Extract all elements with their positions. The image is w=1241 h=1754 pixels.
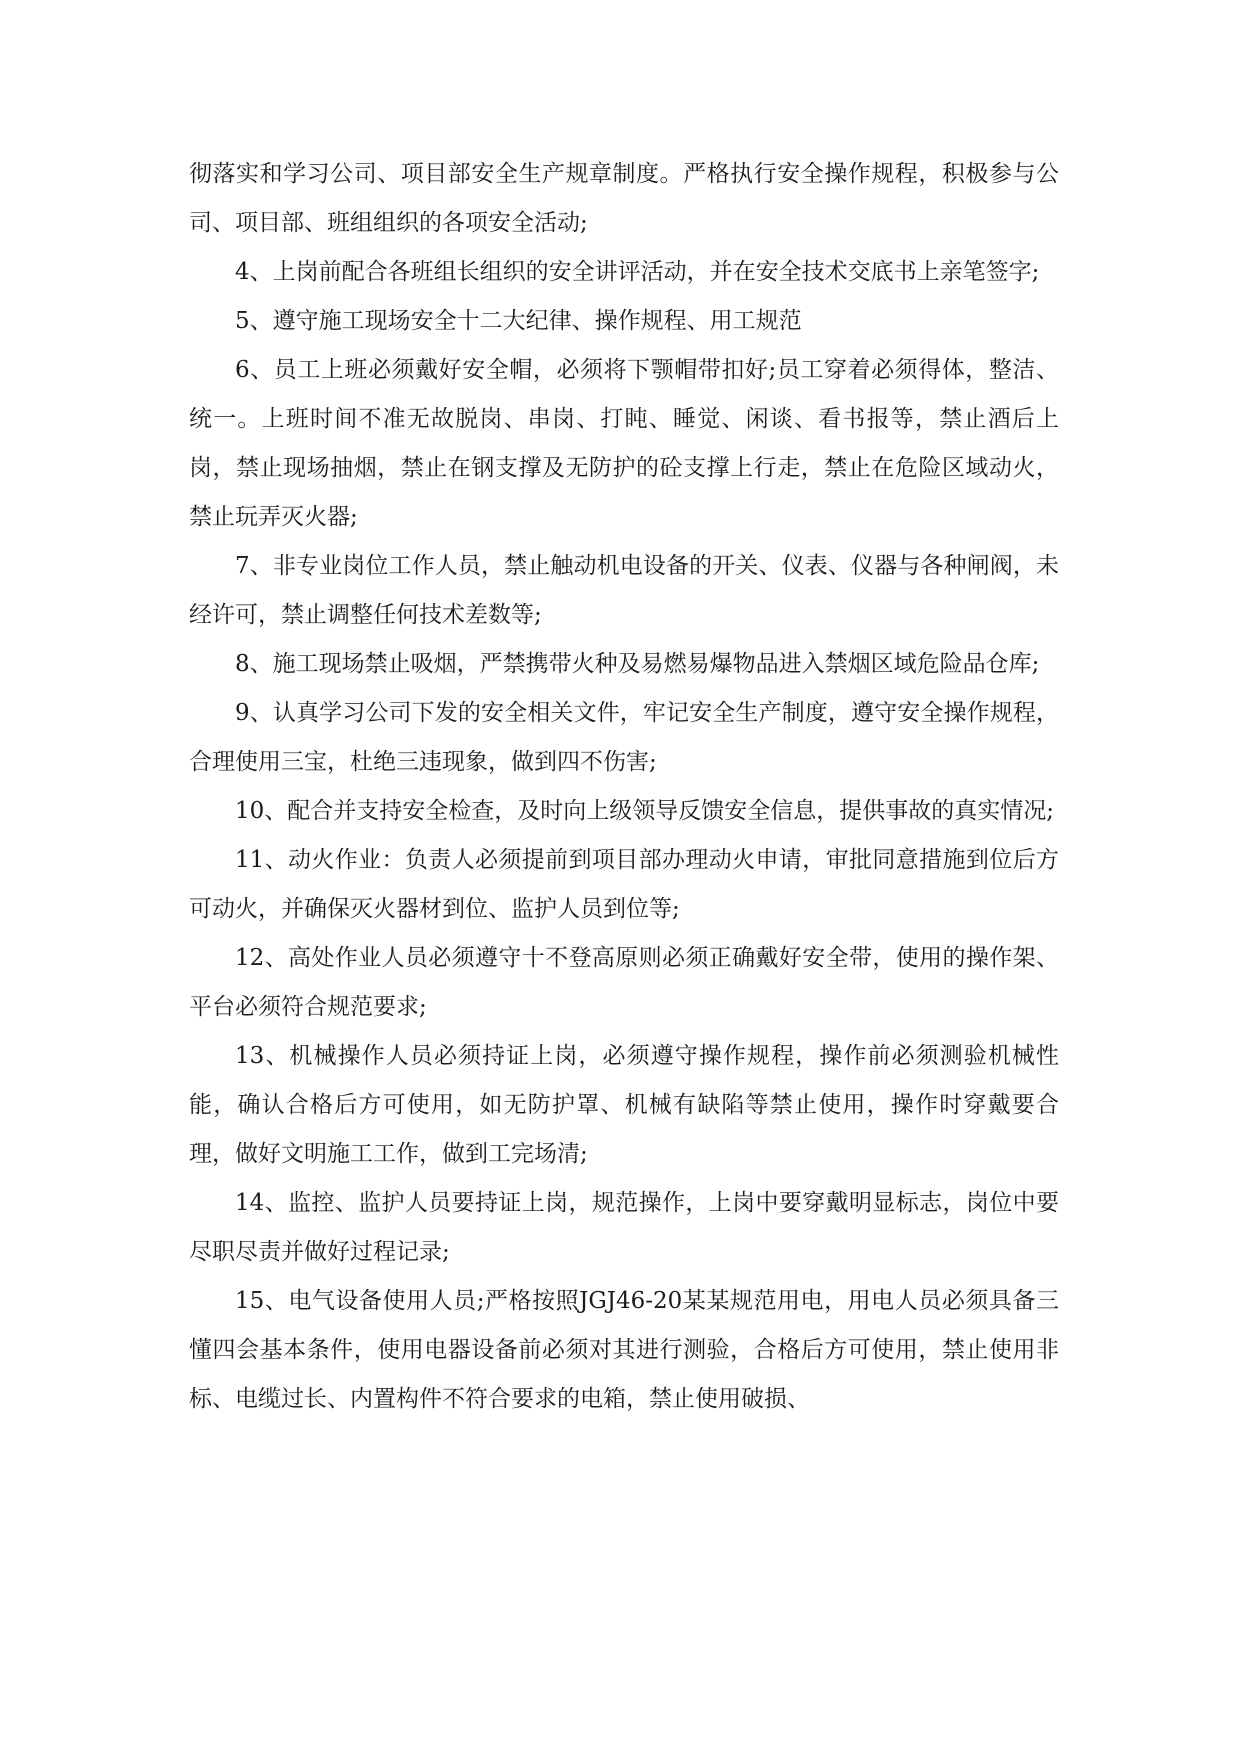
paragraph-item-10: 10、配合并支持安全检查，及时向上级领导反馈安全信息，提供事故的真实情况; xyxy=(235,798,1055,824)
paragraph-continuation: 彻落实和学习公司、项目部安全生产规章制度。严格执行安全操作规程，积极参与公司、项目部、班组组织的各项安全活动; xyxy=(189,161,1059,236)
paragraph-item-5: 5、遵守施工现场安全十二大纪律、操作规程、用工规范 xyxy=(235,308,802,334)
paragraph-item-7: 7、非专业岗位工作人员，禁止触动机电设备的开关、仪表、仪器与各种闸阀，未经许可，禁止调整任何技术差数等; xyxy=(189,553,1059,628)
paragraph-item-8: 8、施工现场禁止吸烟，严禁携带火种及易燃易爆物品进入禁烟区域危险品仓库; xyxy=(235,651,1040,677)
paragraph-item-12: 12、高处作业人员必须遵守十不登高原则必须正确戴好安全带，使用的操作架、平台必须符合规范要求; xyxy=(189,945,1059,1020)
paragraph-item-14: 14、监控、监护人员要持证上岗，规范操作，上岗中要穿戴明显标志，岗位中要尽职尽责并做好过程记录; xyxy=(189,1190,1059,1265)
paragraph-item-11: 11、动火作业：负责人必须提前到项目部办理动火申请，审批同意措施到位后方可动火，并确保灭火器材到位、监护人员到位等; xyxy=(189,847,1059,922)
document-body xyxy=(189,150,1059,1424)
paragraph-item-13: 13、机械操作人员必须持证上岗，必须遵守操作规程，操作前必须测验机械性能，确认合格后方可使用，如无防护罩、机械有缺陷等禁止使用，操作时穿戴要合理，做好文明施工工作，做到工完场清; xyxy=(189,1043,1059,1167)
paragraph-item-9: 9、认真学习公司下发的安全相关文件，牢记安全生产制度，遵守安全操作规程，合理使用三宝，杜绝三违现象，做到四不伤害; xyxy=(189,700,1059,775)
paragraph-item-15: 15、电气设备使用人员;严格按照JGJ46-20某某规范用电，用电人员必须具备三懂四会基本条件，使用电器设备前必须对其进行测验，合格后方可使用，禁止使用非标、电缆过长、内置构件不符合要求的电箱，禁止使用破损、 xyxy=(189,1288,1059,1412)
paragraph-item-4: 4、上岗前配合各班组长组织的安全讲评活动，并在安全技术交底书上亲笔签字; xyxy=(235,259,1040,285)
paragraph-item-6: 6、员工上班必须戴好安全帽，必须将下颚帽带扣好;员工穿着必须得体，整洁、统一。上班时间不准无故脱岗、串岗、打盹、睡觉、闲谈、看书报等，禁止酒后上岗，禁止现场抽烟，禁止在钢支撑及无防护的砼支撑上行走，禁止在危险区域动火，禁止玩弄灭火器; xyxy=(189,357,1059,530)
